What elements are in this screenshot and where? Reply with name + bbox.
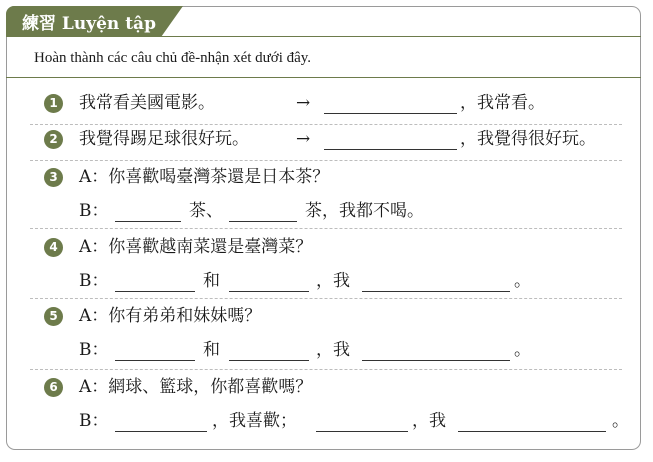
instruction-text: Hoàn thành các câu chủ đề-nhận xét dưới đây. xyxy=(34,50,312,66)
item-5-part-2: ，我 xyxy=(316,340,350,360)
item-4-blank-3[interactable] xyxy=(362,291,510,292)
item-4-b-label: B： xyxy=(79,271,109,291)
item-1-blank[interactable] xyxy=(324,113,457,114)
item-6-blank-3[interactable] xyxy=(458,431,606,432)
item-2-blank[interactable] xyxy=(324,149,457,150)
item-4-part-3: 。 xyxy=(514,271,531,291)
item-2-arrow: → xyxy=(296,129,311,149)
item-4-blank-1[interactable] xyxy=(115,291,195,292)
item-separator xyxy=(30,124,622,125)
item-6-question: A：網球、籃球，你都喜歡嗎？ xyxy=(79,377,313,397)
item-4-part-1: 和 xyxy=(203,271,220,291)
item-1-arrow: → xyxy=(296,93,311,113)
section-title: 練習 Luyện tập xyxy=(22,14,156,34)
item-number-6: 6 xyxy=(44,378,63,397)
item-3-question: A：你喜歡喝臺灣茶還是日本茶？ xyxy=(79,167,330,187)
item-3-b-label: B： xyxy=(79,201,109,221)
item-6-part-1: ，我喜歡； xyxy=(212,411,297,431)
item-number-4: 4 xyxy=(44,238,63,257)
item-number-3: 3 xyxy=(44,168,63,187)
instruction-rule xyxy=(6,77,641,78)
item-5-part-1: 和 xyxy=(203,340,220,360)
item-4-part-2: ，我 xyxy=(316,271,350,291)
header-rule xyxy=(6,36,641,37)
item-5-question: A：你有弟弟和妹妹嗎？ xyxy=(79,306,262,326)
item-separator xyxy=(30,160,622,161)
item-number-1: 1 xyxy=(44,94,63,113)
item-3-blank-2[interactable] xyxy=(229,221,297,222)
item-separator xyxy=(30,298,622,299)
item-5-part-3: 。 xyxy=(514,340,531,360)
item-6-part-2: ，我 xyxy=(412,411,446,431)
item-separator xyxy=(30,369,622,370)
item-5-blank-2[interactable] xyxy=(229,360,309,361)
item-6-blank-1[interactable] xyxy=(115,431,207,432)
item-6-blank-2[interactable] xyxy=(316,431,408,432)
item-1-prompt: 我常看美國電影。 xyxy=(79,93,215,113)
item-6-part-3: 。 xyxy=(612,411,629,431)
item-number-5: 5 xyxy=(44,307,63,326)
item-2-prompt: 我覺得踢足球很好玩。 xyxy=(79,129,249,149)
item-1-tail: ，我常看。 xyxy=(460,93,545,113)
item-3-blank-1[interactable] xyxy=(115,221,181,222)
item-5-b-label: B： xyxy=(79,340,109,360)
item-5-blank-1[interactable] xyxy=(115,360,195,361)
item-number-2: 2 xyxy=(44,130,63,149)
item-separator xyxy=(30,228,622,229)
item-3-part-1: 茶、 xyxy=(189,201,223,221)
item-4-question: A：你喜歡越南菜還是臺灣菜？ xyxy=(79,237,313,257)
item-4-blank-2[interactable] xyxy=(229,291,309,292)
item-3-part-2: 茶，我都不喝。 xyxy=(305,201,424,221)
item-5-blank-3[interactable] xyxy=(362,360,510,361)
item-2-tail: ，我覺得很好玩。 xyxy=(460,129,596,149)
item-6-b-label: B： xyxy=(79,411,109,431)
